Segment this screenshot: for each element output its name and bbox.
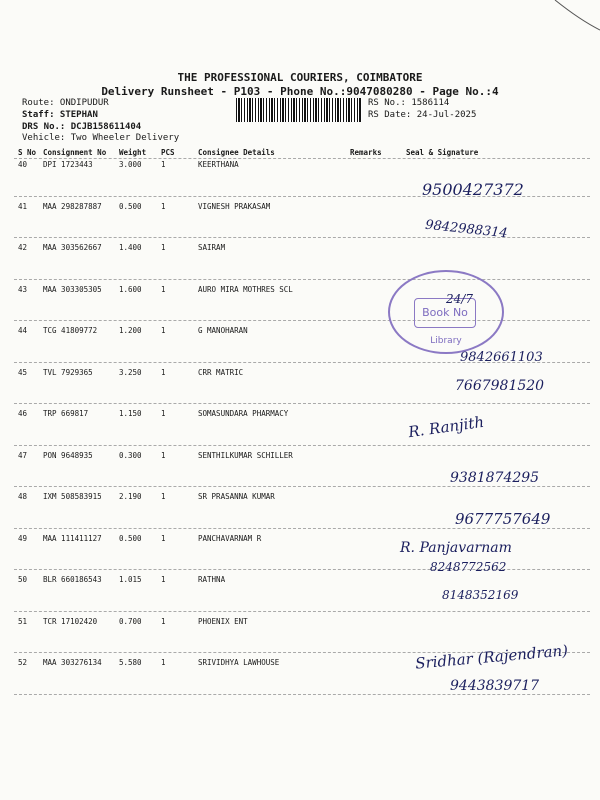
signature-phone-5: 9381874295 (450, 470, 540, 486)
cell-consignee: VIGNESH PRAKASAM (198, 201, 271, 211)
library-stamp (388, 270, 504, 354)
row-rule (14, 279, 590, 280)
cell-weight: 5.580 (119, 658, 142, 667)
cell-sno: 51 (18, 616, 28, 626)
table-row (18, 243, 588, 255)
row-rule (14, 611, 590, 612)
company-name: THE PROFESSIONAL COURIERS, COIMBATORE (177, 71, 423, 84)
cell-pcs: 1 (161, 160, 166, 169)
signature-name-2: R. Panjavarnam (400, 540, 512, 556)
runsheet-title: Delivery Runsheet - P103 - Phone No.:9047080280 - Page No.:4 (101, 85, 499, 98)
cell-pcs: 1 (161, 533, 166, 543)
col-consignee: Consignee Details (198, 148, 275, 157)
cell-sno: 41 (18, 201, 28, 211)
cell-sno: 48 (18, 492, 28, 501)
col-sno: S No (18, 148, 37, 157)
signature-phone-4: 7667981520 (455, 378, 545, 394)
cell-consignment: MAA 303276134 (43, 658, 102, 667)
signature-phone-7: 8248772562 (430, 560, 507, 574)
cell-pcs: 1 (161, 367, 166, 377)
row-rule (14, 445, 590, 446)
cell-consignment: PON 9648935 (43, 450, 93, 460)
cell-consignee: SOMASUNDARA PHARMACY (198, 409, 289, 418)
cell-sno: 52 (18, 658, 28, 667)
route: Route: ONDIPUDUR (22, 98, 109, 108)
table-row (18, 285, 588, 297)
cell-weight: 1.015 (119, 575, 142, 584)
table-row (18, 409, 588, 421)
barcode (236, 98, 362, 122)
cell-consignee: PHOENIX ENT (198, 616, 248, 626)
cell-sno: 50 (18, 575, 28, 584)
cell-consignee: AURO MIRA MOTHRES SCL (198, 284, 293, 294)
signature-phone-9: 9443839717 (450, 678, 540, 694)
signature-phone-8: 8148352169 (442, 588, 519, 602)
cell-weight: 0.300 (119, 450, 142, 460)
cell-weight: 0.500 (119, 201, 142, 211)
cell-pcs: 1 (161, 243, 166, 252)
table-row (18, 160, 588, 172)
cell-consignee: G MANOHARAN (198, 326, 248, 335)
cell-pcs: 1 (161, 450, 166, 460)
cell-weight: 3.250 (119, 367, 142, 377)
cell-consignment: MAA 303562667 (43, 243, 102, 252)
table-row (18, 617, 588, 629)
col-pcs: PCS (161, 148, 175, 157)
signature-phone-6: 9677757649 (455, 510, 551, 528)
rs-number: RS No.: 1586114 (368, 98, 450, 108)
cell-pcs: 1 (161, 616, 166, 626)
table-row (18, 492, 588, 504)
cell-consignment: TRP 669817 (43, 409, 89, 418)
stamp-box: Book No (414, 298, 476, 328)
col-weight: Weight (119, 148, 147, 157)
cell-consignment: TCG 41809772 (43, 326, 98, 335)
cell-consignment: TCR 17102420 (43, 616, 98, 626)
cell-pcs: 1 (161, 492, 166, 501)
cell-pcs: 1 (161, 658, 166, 667)
cell-consignee: RATHNA (198, 575, 226, 584)
cell-consignment: MAA 111411127 (43, 533, 102, 543)
cell-weight: 1.400 (119, 243, 142, 252)
cell-sno: 44 (18, 326, 28, 335)
signature-phone-3: 9842661103 (460, 350, 543, 365)
table-row (18, 202, 588, 214)
cell-consignee: SR PRASANNA KUMAR (198, 492, 275, 501)
cell-sno: 47 (18, 450, 28, 460)
cell-consignee: PANCHAVARNAM R (198, 533, 262, 543)
staff: Staff: STEPHAN (22, 110, 98, 120)
cell-consignment: TVL 7929365 (43, 367, 93, 377)
stamp-handwritten: 24/7 (446, 292, 473, 306)
vehicle: Vehicle: Two Wheeler Delivery (22, 133, 180, 143)
signature-phone-2: 9842988314 (424, 217, 509, 242)
table-row (18, 575, 588, 587)
cell-pcs: 1 (161, 201, 166, 211)
drs-number: DRS No.: DCJB158611404 (22, 122, 142, 132)
cell-consignee: SRIVIDHYA LAWHOUSE (198, 658, 280, 667)
cell-sno: 46 (18, 409, 28, 418)
cell-consignment: BLR 660186543 (43, 575, 102, 584)
col-consignment: Consignment No (43, 148, 107, 157)
cell-pcs: 1 (161, 409, 166, 418)
cell-consignee: SAIRAM (198, 243, 226, 252)
col-signature: Seal & Signature (406, 148, 479, 157)
row-rule (14, 403, 590, 404)
cell-weight: 1.150 (119, 409, 142, 418)
cell-consignee: KEERTHANA (198, 160, 239, 169)
cell-consignment: IXM 508583915 (43, 492, 102, 501)
cell-pcs: 1 (161, 326, 166, 335)
cell-pcs: 1 (161, 575, 166, 584)
page-corner-fold (540, 0, 600, 40)
cell-consignment: MAA 303305305 (43, 284, 102, 294)
table-row (18, 326, 588, 338)
cell-sno: 40 (18, 160, 28, 169)
rs-date: RS Date: 24-Jul-2025 (368, 110, 477, 120)
table-row (18, 451, 588, 463)
cell-pcs: 1 (161, 284, 166, 294)
cell-weight: 2.190 (119, 492, 142, 501)
stamp-library: Library (430, 336, 462, 346)
signature-name-1: R. Ranjith (407, 412, 486, 442)
cell-consignment: DPI 1723443 (43, 160, 93, 169)
signature-name-3: Sridhar (Rajendran) (414, 641, 569, 673)
cell-weight: 0.500 (119, 533, 142, 543)
cell-weight: 1.200 (119, 326, 142, 335)
cell-sno: 45 (18, 367, 28, 377)
cell-consignee: CRR MATRIC (198, 367, 244, 377)
signature-phone-1: 9500427372 (422, 180, 524, 199)
cell-weight: 3.000 (119, 160, 142, 169)
cell-consignee: SENTHILKUMAR SCHILLER (198, 450, 293, 460)
row-rule (14, 486, 590, 487)
cell-sno: 49 (18, 533, 28, 543)
col-remarks: Remarks (350, 148, 382, 157)
header-rule (14, 158, 590, 159)
cell-weight: 1.600 (119, 284, 142, 294)
cell-consignment: MAA 298287887 (43, 201, 102, 211)
row-rule (14, 320, 590, 321)
cell-weight: 0.700 (119, 616, 142, 626)
cell-sno: 42 (18, 243, 28, 252)
cell-sno: 43 (18, 284, 28, 294)
